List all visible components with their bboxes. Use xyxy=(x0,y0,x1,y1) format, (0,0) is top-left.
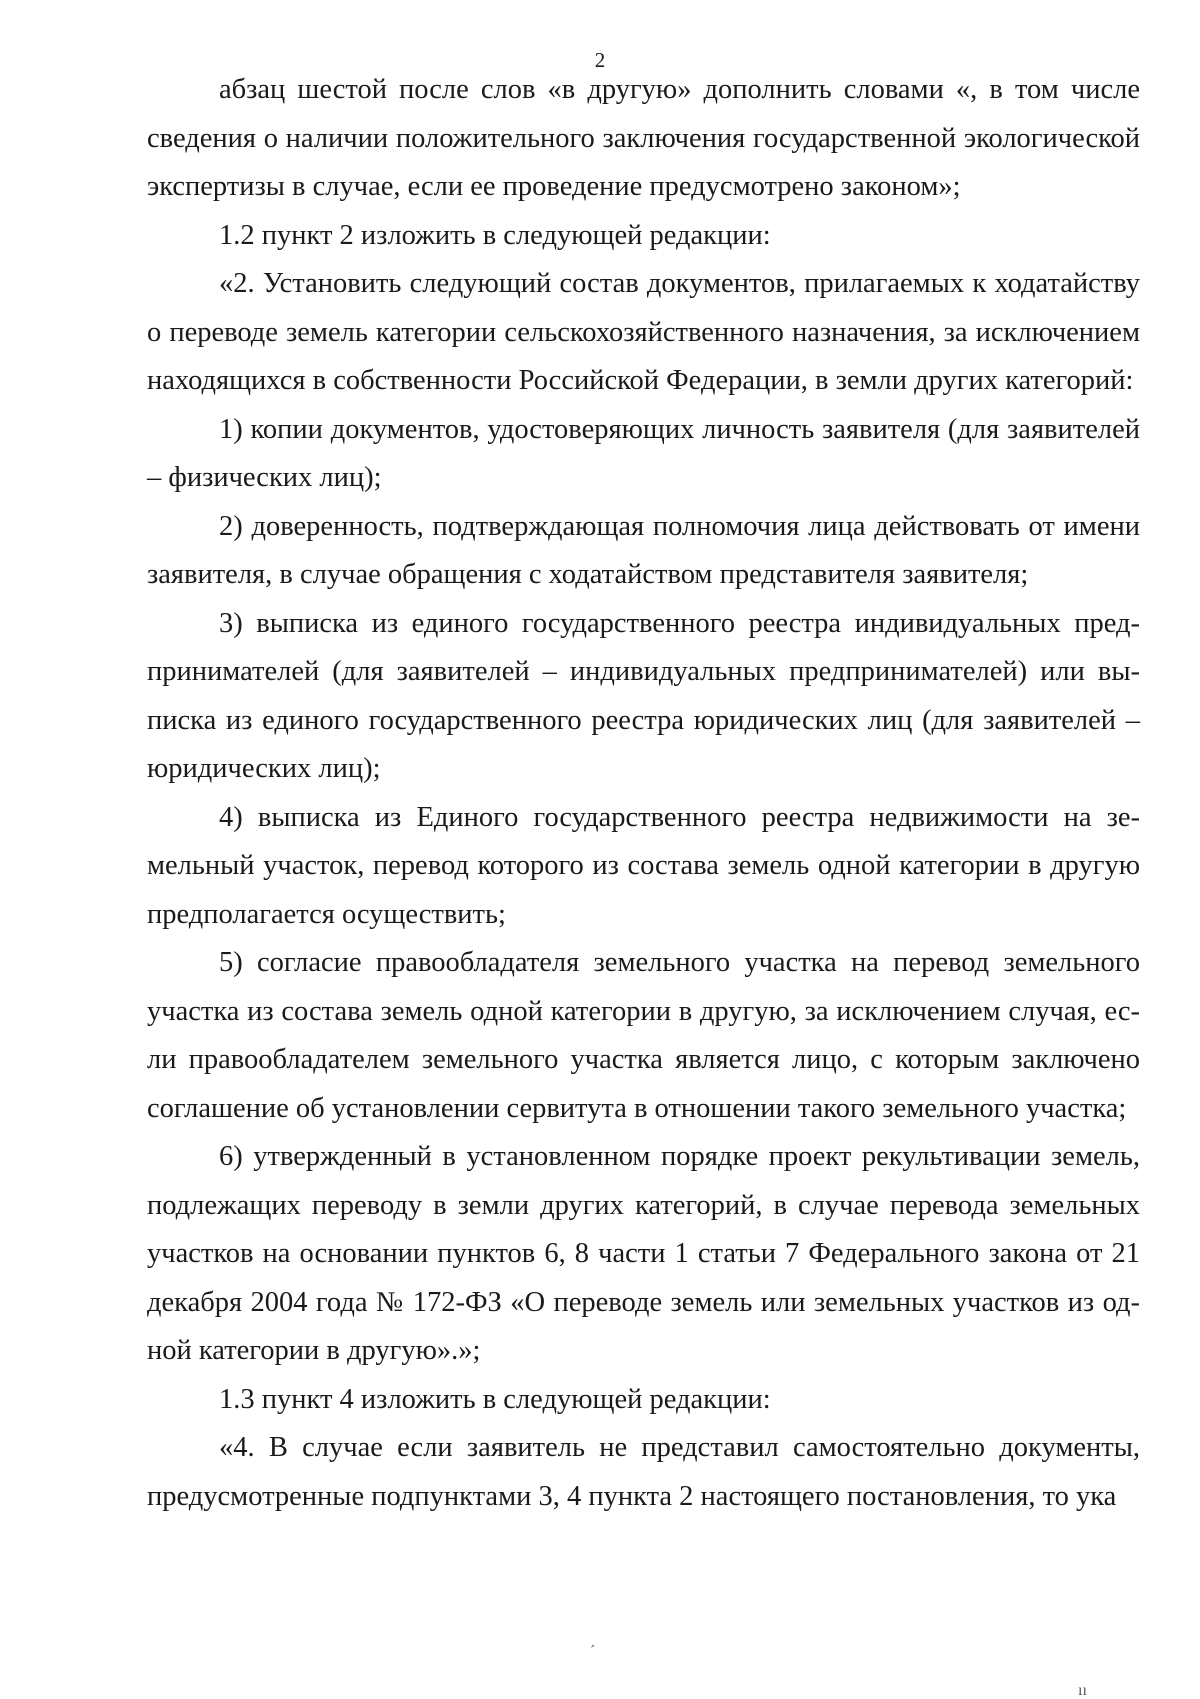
paragraph-1: абзац шестой после слов «в другую» дополнить словами «, в том числе сведения о наличии положительного заключения государственной экологической экспертизы в случае, если ее проведение предусмотрено законом»; xyxy=(147,74,1140,202)
paragraph-6: 3) выписка из единого государственного реестра индивидуальных предпринимателей (для заявителей – индивидуальных предпринимателей) или выписка из единого государственного реестра юридических лиц (для заявителей – юридических лиц); xyxy=(147,607,1140,784)
paragraph-4: 1) копии документов, удостоверяющих личность заявителя (для заявителей – физических лиц); xyxy=(147,413,1140,493)
page-number: 2 xyxy=(594,48,606,72)
document-body xyxy=(147,66,1140,1521)
paragraph-7: 4) выписка из Единого государственного реестра недвижимости на земельный участок, перевод которого из состава земель одной категории в другую предполагается осуществить; xyxy=(147,801,1140,930)
scan-speck: ıı xyxy=(1078,1682,1087,1699)
paragraph-2: 1.2 пункт 2 изложить в следующей редакции: xyxy=(219,219,771,251)
paragraph-5: 2) доверенность, подтверждающая полномочия лица действовать от имени заявителя, в случае обращения с ходатайством представителя заявителя; xyxy=(147,510,1140,590)
paragraph-8: 5) согласие правообладателя земельного участка на перевод земельного участка из состава земель одной категории в другую, за исключением случая, если правообладателем земельного участка является лицо, с которым заключено соглашение об установлении сервитута в отношении такого земельного участка; xyxy=(147,947,1140,1124)
paragraph-9: 6) утвержденный в установленном порядке проект рекультивации земель, подлежащих переводу в земли других категорий, в случае перевода земельных участков на основании пунктов 6, 8 части 1 статьи 7 Федерального закона от 21 декабря 2004 года № 172-ФЗ «О переводе земель или земельных участков из одной категории в другую».»; xyxy=(147,1141,1140,1366)
scan-speck: ˊ xyxy=(590,1643,596,1660)
paragraph-10: 1.3 пункт 4 изложить в следующей редакции: xyxy=(219,1383,771,1415)
paragraph-3: «2. Установить следующий состав документов, прилагаемых к ходатайству о переводе земель категории сельскохозяйственного назначения, за исключением находящихся в собственности Российской Федерации, в земли других категорий: xyxy=(147,268,1140,396)
paragraph-11: «4. В случае если заявитель не представил самостоятельно документы, предусмотренные подпунктами 3, 4 пункта 2 настоящего постановления, то ука xyxy=(147,1432,1140,1512)
